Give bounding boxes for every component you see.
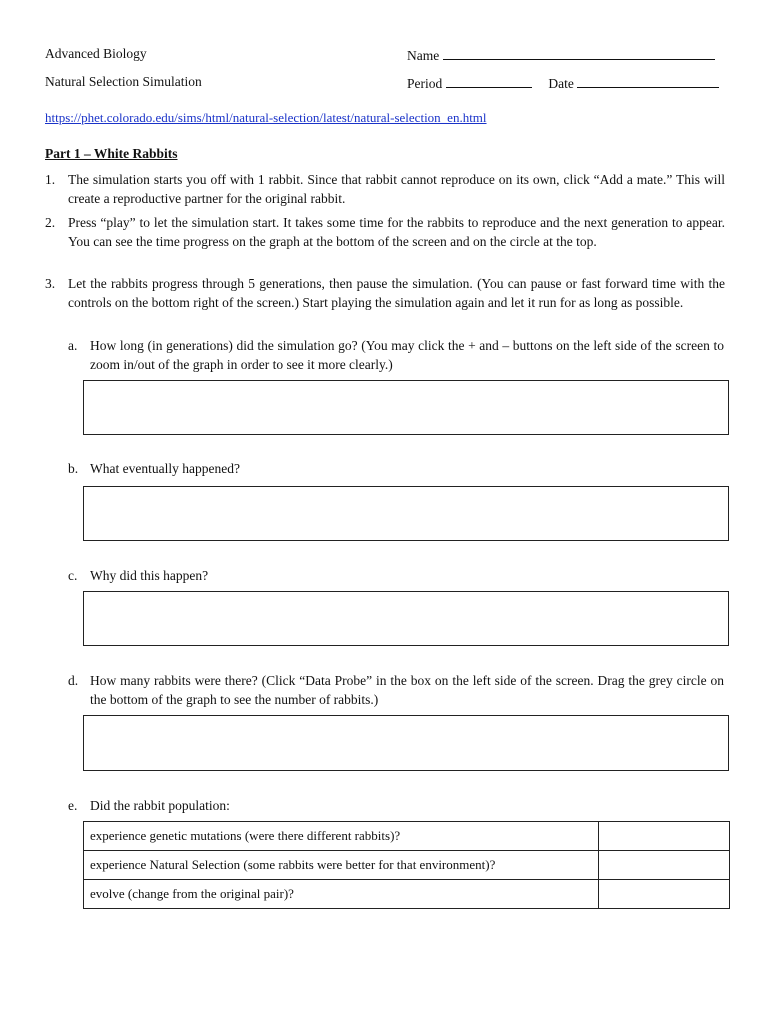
step-item xyxy=(45,275,725,312)
question-text: What eventually happened? xyxy=(90,461,240,476)
question-letter: e. xyxy=(68,798,78,813)
step-item xyxy=(45,214,725,251)
step-item xyxy=(45,171,725,208)
table-answer-cell[interactable] xyxy=(599,822,730,851)
table-question-cell: evolve (change from the original pair)? xyxy=(84,880,599,909)
question-item xyxy=(68,460,724,479)
period-label: Period xyxy=(407,76,443,91)
answer-box-b[interactable] xyxy=(83,486,729,541)
step-number: 2. xyxy=(45,215,56,230)
table-answer-cell[interactable] xyxy=(599,880,730,909)
course-name: Advanced Biology xyxy=(45,46,147,61)
table-row xyxy=(84,851,730,880)
question-text: How long (in generations) did the simulation go? (You may click the + and – buttons on the left side of the screen to zoom in/out of the graph in order to see it more clearly.) xyxy=(90,338,724,372)
question-letter: b. xyxy=(68,461,79,476)
table-row xyxy=(84,880,730,909)
simulation-link[interactable]: https://phet.colorado.edu/sims/html/natural-selection/latest/natural-selection_en.html xyxy=(45,110,487,125)
question-text: Why did this happen? xyxy=(90,568,209,583)
name-label: Name xyxy=(407,48,440,63)
question-item xyxy=(68,672,724,709)
answer-box-a[interactable] xyxy=(83,380,729,435)
step-number: 3. xyxy=(45,276,56,291)
table-question-cell: experience genetic mutations (were there different rabbits)? xyxy=(84,822,599,851)
date-label: Date xyxy=(548,76,574,91)
question-letter: c. xyxy=(68,568,78,583)
question-text: How many rabbits were there? (Click “Data Probe” in the box on the left side of the screen. Drag the grey circle on the bottom of the graph to see the number of rabbits.) xyxy=(90,673,724,707)
question-item xyxy=(68,337,724,374)
step-text: The simulation starts you off with 1 rabbit. Since that rabbit cannot reproduce on its own, click “Add a mate.” This will create a reproductive partner for the original rabbit. xyxy=(68,172,725,206)
period-date-row xyxy=(407,74,719,92)
worksheet-title: Natural Selection Simulation xyxy=(45,74,202,89)
table-question-cell: experience Natural Selection (some rabbits were better for that environment)? xyxy=(84,851,599,880)
step-number: 1. xyxy=(45,172,56,187)
answer-box-c[interactable] xyxy=(83,591,729,646)
part1-heading: Part 1 – White Rabbits xyxy=(45,146,178,161)
name-row xyxy=(407,46,715,64)
question-letter: a. xyxy=(68,338,78,353)
answer-box-d[interactable] xyxy=(83,715,729,771)
question-letter: d. xyxy=(68,673,79,688)
question-item xyxy=(68,567,724,586)
table-answer-cell[interactable] xyxy=(599,851,730,880)
table-row xyxy=(84,822,730,851)
period-field[interactable] xyxy=(446,74,532,88)
date-field[interactable] xyxy=(577,74,719,88)
step-text: Let the rabbits progress through 5 generations, then pause the simulation. (You can pause or fast forward time with the controls on the bottom right of the screen.) Start playing the simulation again and let it run for as long as possible. xyxy=(68,276,725,310)
population-table xyxy=(83,821,730,909)
step-text: Press “play” to let the simulation start. It takes some time for the rabbits to reproduce and the next generation to appear. You can see the time progress on the graph at the bottom of the screen and on the circle at the top. xyxy=(68,215,725,249)
name-field[interactable] xyxy=(443,46,715,60)
question-text: Did the rabbit population: xyxy=(90,798,230,813)
question-item xyxy=(68,797,724,816)
